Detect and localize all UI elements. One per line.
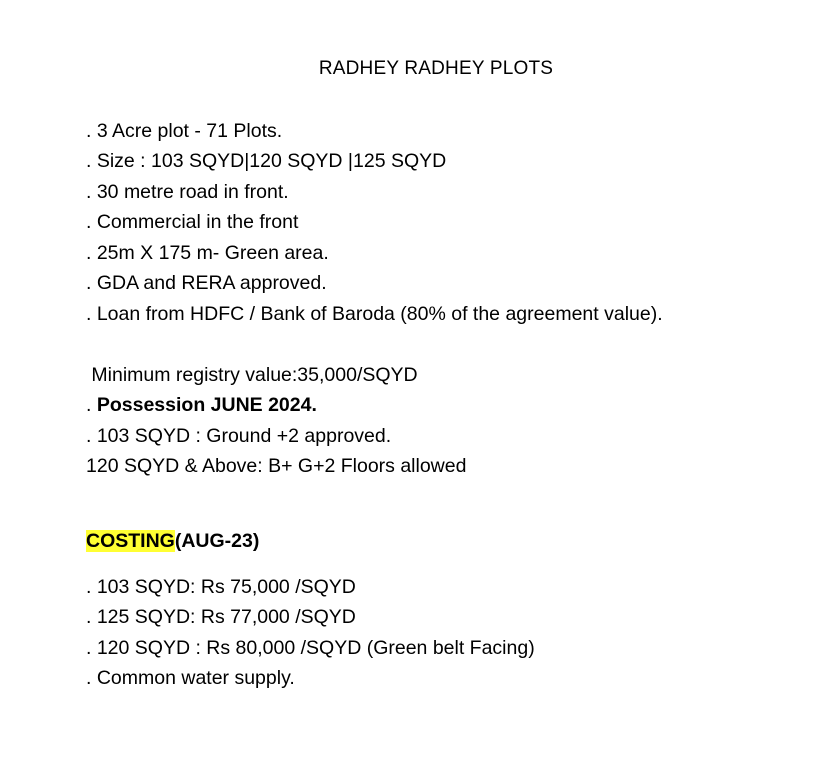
cost-120: . 120 SQYD : Rs 80,000 /SQYD (Green belt Facing) — [86, 637, 535, 659]
page-title: RADHEY RADHEY PLOTS — [318, 58, 554, 79]
floors-120: 120 SQYD & Above: B+ G+2 Floors allowed — [86, 455, 467, 477]
costing-date: (AUG-23) — [174, 530, 260, 552]
feature-green-area: . 25m X 175 m- Green area. — [86, 242, 329, 264]
possession-date: Possession JUNE 2024. — [96, 394, 317, 416]
cost-103: . 103 SQYD: Rs 75,000 /SQYD — [86, 576, 356, 598]
floors-103: . 103 SQYD : Ground +2 approved. — [86, 425, 392, 447]
feature-approvals: . GDA and RERA approved. — [86, 272, 327, 294]
possession-line — [86, 393, 317, 417]
costing-heading — [86, 529, 259, 553]
costing-label: COSTING — [86, 530, 175, 552]
feature-loan: . Loan from HDFC / Bank of Baroda (80% of the agreement value). — [86, 303, 663, 325]
cost-125: . 125 SQYD: Rs 77,000 /SQYD — [86, 606, 356, 628]
feature-commercial: . Commercial in the front — [86, 211, 299, 233]
feature-road: . 30 metre road in front. — [86, 181, 289, 203]
feature-plot-count: . 3 Acre plot - 71 Plots. — [86, 120, 283, 142]
water-supply: . Common water supply. — [86, 667, 295, 689]
feature-sizes: . Size : 103 SQYD|120 SQYD |125 SQYD — [86, 150, 447, 172]
possession-bullet: . — [86, 394, 97, 416]
registry-value: Minimum registry value:35,000/SQYD — [86, 364, 418, 386]
